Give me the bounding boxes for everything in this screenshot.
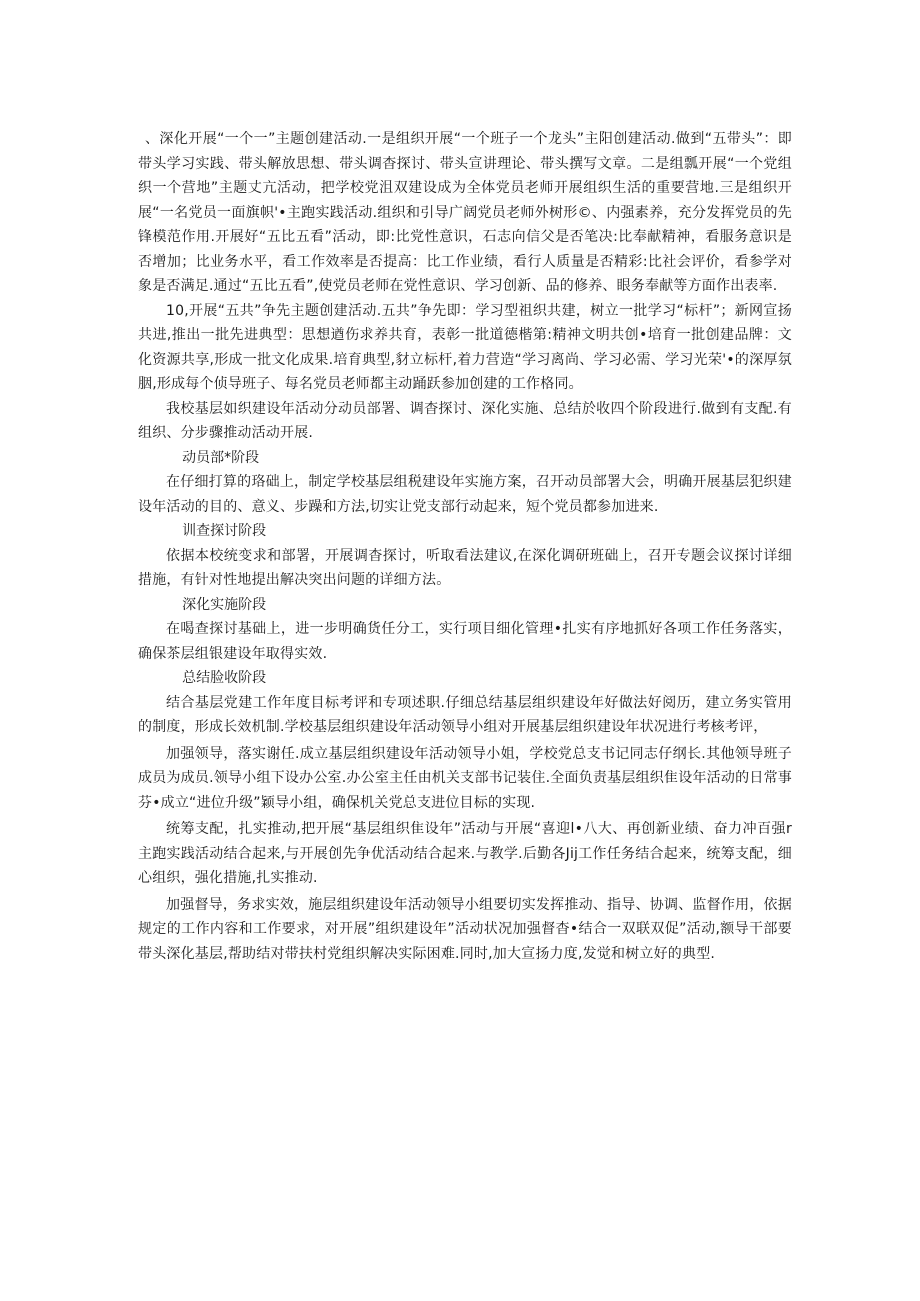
paragraph-review: 结合基层党建工作年度目标考评和专项述职.仔细总结基层组织建设年好做法好阅历，建立务实管用的制度，形成长效机制.学校基层组织建设年活动领导小组对开展基层组织建设年状况进行考核考评， (138, 694, 792, 735)
paragraph-research: 依据本校统变求和部署，开展调杳探讨，听取看法建议,在深化调研班础上，召开专题会议探讨详细措施，有针对性地提出解决突出问题的详细方法。 (138, 547, 792, 588)
paragraph-four-stages: 我校基层如织建设年活动分动员部署、调杳探讨、深化实施、总结於收四个阶段进行.做到有支配.有组织、分步骤推动活动开展. (138, 400, 792, 441)
stage-heading-implement: 深化实施阶段 (182, 596, 267, 613)
paragraph-supervision: 加强督导，务求实效，施层组织建设年活动领导小组要切实发挥推动、指导、协调、监督作用，依据规定的工作内容和工作要求，对开展”组织建设年”活动状况加强督杳•结合一双联双促”活动,额导干部要带头深化基层,帮助结对带扶村党组织解决实际困难.同时,加大宣扬力度,发觉和树立好的典型. (138, 896, 792, 962)
document-body (138, 127, 792, 966)
paragraph-five-together: 10,开展“五共”争先主题创建活动.五共”争先即：学习型祖织共建，树立一批学习“标杆”；新网宣扬共进,推出一批先进典型：思想遒伤求养共育，表彰一批道德楷第:精神文明共创•培育一批创建品牌：文化资源共享,形成一批文化成果.培育典型,豺立标杆,着力营造“学习离尚、学习必需、学习光荣'•的深厚氛胭,形成每个侦导班子、每名党员老师都主动踊跃参加创建的工作格同。 (138, 302, 792, 392)
paragraph-deepen-activity: 、深化开展“一个一”主题创建活动.一是组织开展“一个班子一个龙头”主阳创建活动.做到“五带头”：即带头学习实践、带头解放思想、带头调杳探讨、带头宣讲理论、带头撰写文章。二是组瓢开展“一个党组织一个营地”主题丈亢活动，把学校党沮双建设成为全体党员老师开展组织生活的重要营地.三是组织开展“一名党员一面旗帜'•主跑实践活动.组织和引导广阔党员老师外树形©、内强素养，充分发挥党员的先锋模范作用.开展好“五比五看”活动，即:比党性意识，石志向信父是否笔决:比奉献精神，看服务意识是否增加；比业务水平，看工作效率是否提高：比工作业绩，看行人质量是否精彩:比社会评价，看参学对象是否满足.通过“五比五看”,使党员老师在党性意识、学习创新、品的修养、眼务奉献等方面作出表率. (138, 131, 792, 294)
stage-heading-research: 训查探讨阶段 (182, 523, 267, 539)
stage-heading-mobilize: 动员部*阶段 (182, 449, 260, 466)
paragraph-mobilize: 在仔细打算的珞础上，制定学校基层组税建设年实施方案，召开动员部署大会，明确开展基层犯织建设年活动的目的、意义、步躁和方法,切实让党支部行动起来，短个党员都参加进来. (138, 474, 792, 515)
stage-heading-review: 总结脸收阶段 (182, 670, 267, 686)
paragraph-coordination: 统筹支配，扎实推动,把开展“基层组织隹设年”活动与开展“喜迎l•八大、再创新业绩、奋力冲百强r主跑实践活动结合起来,与开展创先争优活动结合起来.与教学.后勤各Jij工作任务结合起来，统筹支配，细心组织，强化措施,扎实推动. (138, 821, 792, 886)
paragraph-leadership: 加强领导，落实谢任.成立基层组织建设年活动领导小姐，学校党总支书记同志仔纲长.其他领导班子成员为成员.领导小组下设办公室.办公室主任由机关支部书记装住.全面负责基层组织隹设年活动的日常事芬•成立“进位升级”颖导小组，确保机关党总支进位目标的实现. (138, 745, 792, 811)
paragraph-implement: 在喝查探讨基础上，进一步明确货任分工，实行项目细化管理•扎实有序地抓好各项工作任务落实，确保茶层组银建设年取得实效. (138, 621, 792, 662)
